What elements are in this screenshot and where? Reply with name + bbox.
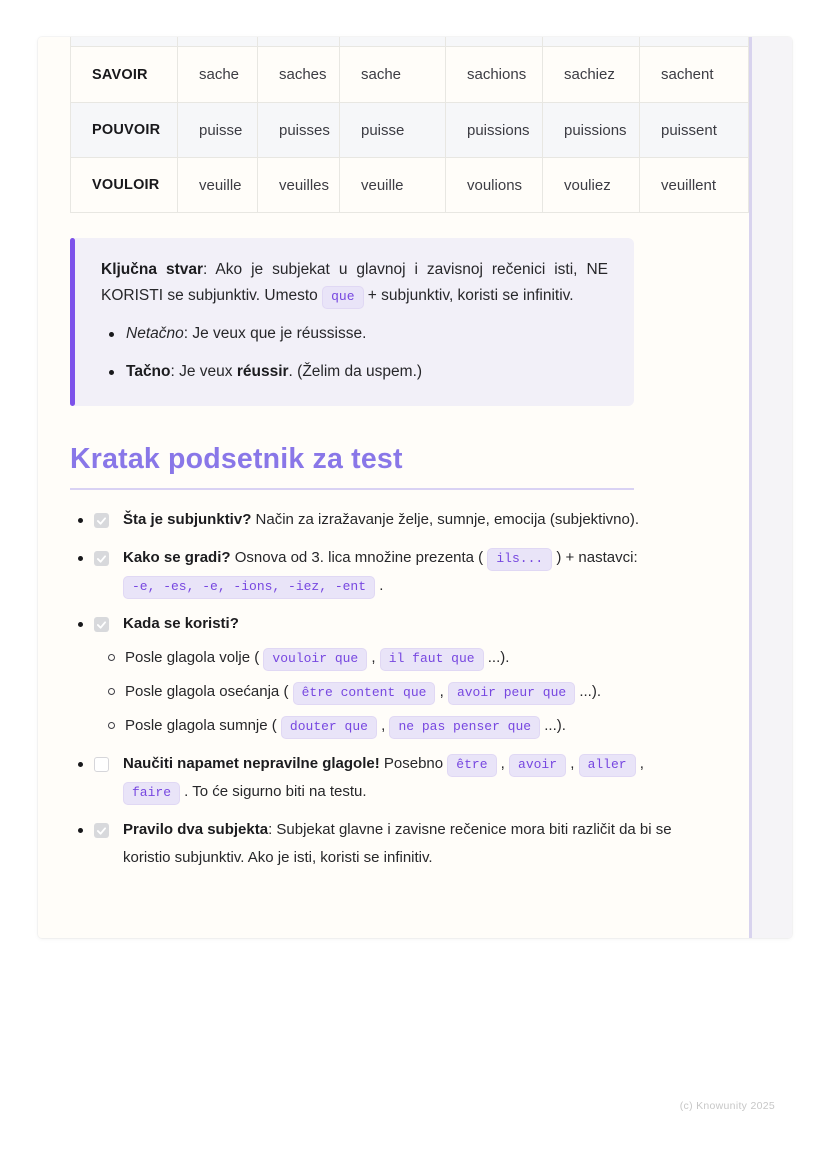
table-cell: puissions	[446, 103, 543, 157]
bullet-icon	[78, 622, 83, 627]
table-cell: puisses	[258, 103, 340, 157]
inline-code-chip: avoir peur que	[448, 682, 575, 705]
inline-code-chip: faire	[123, 782, 180, 805]
checklist-item-text	[123, 610, 682, 740]
callout-accent-bar	[70, 238, 75, 406]
sub-list-item	[108, 644, 682, 672]
inline-code-chip: ils...	[487, 548, 552, 571]
callout-title: Ključna stvar	[101, 261, 204, 278]
callout-text: + subjunktiv, koristi se infinitiv.	[363, 287, 574, 304]
item-lead: Kada se koristi?	[123, 615, 239, 632]
sub-list-item	[108, 678, 682, 706]
inline-code-chip: que	[322, 286, 363, 309]
table-cell	[340, 37, 446, 46]
table-row	[71, 47, 749, 103]
page-title: Kratak podsetnik za test	[70, 443, 403, 475]
table-row	[71, 103, 749, 158]
item-body: . To će sigurno biti na testu.	[180, 783, 367, 800]
test-reminder-checklist	[70, 506, 682, 872]
checklist-item-text	[123, 750, 682, 806]
sub-list-item	[108, 712, 682, 740]
table-cell: sache	[178, 47, 258, 102]
item-body: .	[375, 577, 384, 594]
table-cell-verb: VOULOIR	[71, 158, 178, 212]
table-cell	[446, 37, 543, 46]
inline-code-chip: ne pas penser que	[389, 716, 540, 739]
table-cell: sachent	[640, 47, 749, 102]
sub-text: ...).	[540, 717, 566, 734]
copyright-text: (c) Knowunity 2025	[679, 1100, 775, 1112]
checklist-item-text	[123, 506, 682, 534]
key-point-callout	[70, 238, 634, 406]
table-cell: veuilles	[258, 158, 340, 212]
sub-text: ...).	[483, 649, 510, 666]
callout-text: : Ako je subjekat u glavnoj i zavisnoj rečenici isti, NE KORISTI se subjunktiv. Umesto	[101, 261, 608, 304]
item-lead: Kako se gradi?	[123, 549, 231, 566]
callout-bullet	[101, 321, 608, 347]
item-body: ,	[496, 755, 510, 772]
sub-text: ,	[435, 683, 448, 700]
table-cell	[178, 37, 258, 46]
table-cell: veuille	[178, 158, 258, 212]
sub-item-text	[125, 644, 509, 672]
callout-bullet-text	[126, 321, 366, 347]
sub-text: ...).	[575, 683, 602, 700]
table-cell-verb: POUVOIR	[71, 103, 178, 157]
checklist-item	[70, 610, 682, 740]
inline-code-chip: -e, -es, -e, -ions, -iez, -ent	[123, 576, 375, 599]
correct-label: Tačno	[126, 363, 171, 380]
item-body: Posebno	[379, 755, 448, 772]
bullet-icon	[78, 518, 83, 523]
table-cell: veuille	[340, 158, 446, 212]
correct-example-emph: réussir	[236, 363, 289, 380]
sub-text: Posle glagola sumnje (	[125, 717, 281, 734]
checklist-item	[70, 750, 682, 806]
table-cell: saches	[258, 47, 340, 102]
inline-code-chip: être	[447, 754, 496, 777]
inline-code-chip: il faut que	[380, 648, 484, 671]
sub-list	[123, 644, 682, 740]
item-body: ,	[566, 755, 579, 772]
sub-text: Posle glagola osećanja (	[125, 683, 293, 700]
table-cell	[71, 37, 178, 46]
incorrect-example: : Je veux que je réussisse.	[183, 325, 367, 342]
sub-text: ,	[376, 717, 390, 734]
table-cell	[258, 37, 340, 46]
conjugation-table	[70, 37, 749, 213]
item-body: Osnova od 3. lica množine prezenta (	[230, 549, 488, 566]
checkbox-checked-icon[interactable]	[94, 513, 109, 528]
checkbox-checked-icon[interactable]	[94, 823, 109, 838]
table-cell: sachiez	[543, 47, 640, 102]
checklist-item-text	[123, 544, 682, 600]
table-cell	[640, 37, 749, 46]
checkbox-checked-icon[interactable]	[94, 617, 109, 632]
inline-code-chip: douter que	[281, 716, 377, 739]
correct-example: . (Želim da uspem.)	[288, 363, 423, 380]
item-lead: Šta je subjunktiv?	[123, 511, 252, 528]
table-row-cropped	[71, 37, 749, 47]
table-cell	[543, 37, 640, 46]
checkbox-unchecked-icon[interactable]	[94, 757, 109, 772]
document-page	[38, 37, 792, 938]
table-cell: sache	[340, 47, 446, 102]
checklist-item	[70, 816, 682, 872]
incorrect-label: Netačno	[126, 325, 184, 342]
table-cell: voulions	[446, 158, 543, 212]
table-cell: puissions	[543, 103, 640, 157]
table-row	[71, 158, 749, 213]
item-body: ) + nastavci:	[552, 549, 638, 566]
item-body: ,	[635, 755, 644, 772]
inline-code-chip: vouloir que	[263, 648, 367, 671]
sub-item-text	[125, 712, 566, 740]
item-lead: Pravilo dva subjekta	[123, 821, 269, 838]
bullet-icon	[78, 828, 83, 833]
sub-text: ,	[367, 649, 380, 666]
inline-code-chip: être content que	[293, 682, 436, 705]
inline-code-chip: aller	[579, 754, 636, 777]
bullet-icon	[78, 556, 83, 561]
sub-item-text	[125, 678, 601, 706]
table-cell: puisse	[178, 103, 258, 157]
table-cell-verb: SAVOIR	[71, 47, 178, 102]
checklist-item	[70, 544, 682, 600]
sub-text: Posle glagola volje (	[125, 649, 264, 666]
table-cell: puissent	[640, 103, 749, 157]
inline-code-chip: avoir	[509, 754, 566, 777]
document-content	[38, 37, 749, 938]
table-cell: veuillent	[640, 158, 749, 212]
checklist-item	[70, 506, 682, 534]
item-body: : Subjekat glavne i zavisne rečenice mora biti različit da bi se koristio subjunktiv. Ako je isti, koristi se infinitiv.	[123, 821, 672, 866]
bullet-icon	[78, 762, 83, 767]
callout-paragraph	[101, 257, 608, 309]
correct-example: : Je veux	[170, 363, 237, 380]
section-heading	[70, 442, 634, 490]
page-right-gutter	[752, 37, 792, 938]
checkbox-checked-icon[interactable]	[94, 551, 109, 566]
callout-bullet	[101, 359, 608, 385]
callout-bullet-text	[126, 359, 422, 385]
table-cell: puisse	[340, 103, 446, 157]
item-body: Način za izražavanje želje, sumnje, emocija (subjektivno).	[251, 511, 640, 528]
checklist-item-text	[123, 816, 682, 872]
table-cell: vouliez	[543, 158, 640, 212]
item-lead: Naučiti napamet nepravilne glagole!	[123, 755, 380, 772]
table-cell: sachions	[446, 47, 543, 102]
